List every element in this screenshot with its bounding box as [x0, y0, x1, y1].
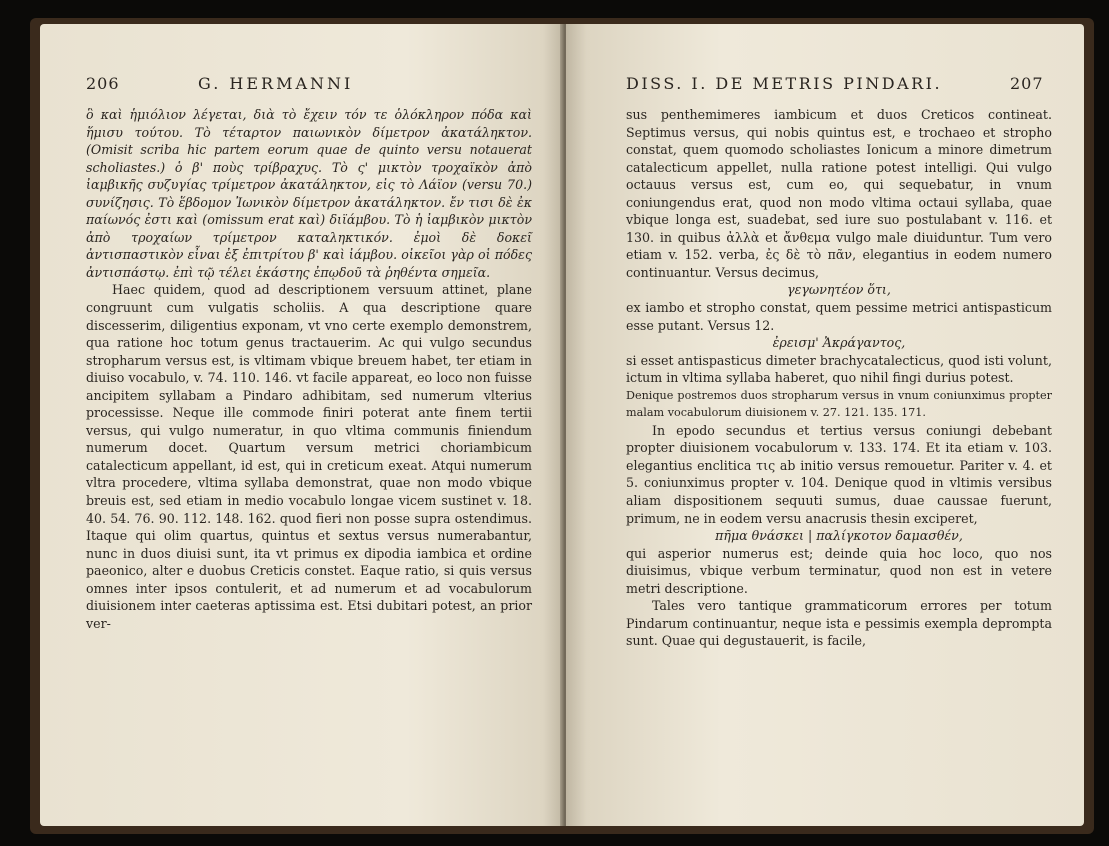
- latin-paragraph: Haec quidem, quod ad descriptionem versuum attinet, plane congruunt cum vulgatis scholiis. A qua descriptione quare discesserim, diligentius exponam, vt vno certe exemplo demonstrem, qua ratione hoc totum genus tractauerim. Ac qui vulgo secundus stropharum versus est, is vltimam vbique breuem habet, ter etiam in diuiso vocabulo, v. 74. 110. 146. vt facile appareat, eo loco non fuisse ancipitem syllabam a Pindaro adhibitam, sed numerum vlterius processisse. Neque ille commode finiri poterat ante finem tertii versus, qui vulgo numeratur, in quo vltima communis finiendum numerum docet. Quartum versum metrici choriambicum catalecticum appellant, id est, qui in creticum exeat. Atqui numerum vltra procedere, vltima syllaba demonstrat, quae non modo vbique breuis est, sed etiam in medio vocabulo longae vicem sustinet v. 18. 40. 54. 76. 90. 112. 148. 162. quod fieri non posse supra ostendimus. Itaque qui olim quartus, quintus et sextus versus numerabantur, nunc in duos diuisi sunt, ita vt primus ex dipodia iambica et ordine paeonico, alter e duobus Creticis constet. Eaque ratio, si quis versus omnes inter ipsos contulerit, et ad numerum et ad vocabulorum diuisionem inter caeteras aptissima est. Etsi dubitari potest, an prior ver-: [86, 282, 532, 631]
- paragraph-2: ex iambo et stropho constat, quem pessime metrici antispasticum esse putant. Versus 12.: [626, 300, 1052, 333]
- paragraph-6: Tales vero tantique grammaticorum errores per totum Pindarum continuantur, neque ista e pessimis exempla deprompta sunt. Quae qui degustauerit, is facile,: [626, 598, 1052, 649]
- page-number-right: 207: [1010, 74, 1044, 93]
- running-head-right: DISS. I. DE METRIS PINDARI.: [626, 74, 943, 93]
- paragraph-3b: Denique postremos duos stropharum versus in vnum coniunximus propter malam vocabulorum diuisionem v. 27. 121. 135. 171.: [626, 388, 1052, 420]
- left-page: [40, 24, 564, 826]
- paragraph-1: sus penthemimeres iambicum et duos Creticos contineat. Septimus versus, qui nobis quintus est, e trochaeo et stropho constat, quem quomodo scholiastes Ionicum a minore dimetrum catalecticum appellet, nulla ratione potest intelligi. Qui vulgo octauus versus est, cum eo, qui sequebatur, in vnum coniungendus erat, quod non modo vltima octaui syllaba, quae vbique longa est, suadebat, sed iure suo postulabant v. 116. et 130. in quibus ἀλλὰ et ἄνθεμα vulgo male diuiduntur. Tum vero etiam v. 152. verba, ἐς δὲ τὸ πᾶν, elegantius in eodem numero continuantur. Versus decimus,: [626, 107, 1052, 280]
- paragraph-4: In epodo secundus et tertius versus coniungi debebant propter diuisionem vocabulorum v. 133. 174. Et ita etiam v. 103. elegantius enclitica τις ab initio versus remouetur. Pariter v. 4. et 5. coniunximus propter v. 104. Denique quod in vltimis versibus aliam dispositionem sequuti sumus, duae caussae fuerunt, primum, ne in eodem versu anacrusis thesin exciperet,: [626, 422, 1052, 526]
- greek-quote-2: ἐρεισμ' Ἀκράγαντος,: [772, 335, 906, 351]
- page-number-left: 206: [86, 74, 120, 93]
- right-text: [626, 106, 1052, 650]
- greek-quote-3: πῆμα θνάσκει | παλίγκοτον δαμασθέν,: [715, 528, 963, 544]
- running-head-left: G. HERMANNI: [198, 74, 354, 93]
- left-text: [86, 106, 532, 632]
- open-book: [30, 18, 1094, 834]
- paragraph-5: qui asperior numerus est; deinde quia hoc loco, quo nos diuisimus, vbique verbum terminatur, quod non est in vetere metri descriptione.: [626, 545, 1052, 596]
- greek-scholia-passage: ὃ καὶ ἡμιόλιον λέγεται, διὰ τὸ ἔχειν τόν τε ὁλόκληρον πόδα καὶ ἥμισυ τούτου. Τὸ τέταρτον παιωνικὸν δίμετρον ἀκατάληκτον. (Omisit scriba hic partem eorum quae de quinto versu notauerat scholiastes.) ὁ β' ποὺς τρίβραχυς. Τὸ ς' μικτὸν τροχαϊκὸν ἀπὸ ἰαμβικῆς συζυγίας τρίμετρον ἀκατάληκτον, εἰς τὸ Λάϊον (versu 70.) συνίζησις. Τὸ ἕβδομον Ἰωνικὸν δίμετρον ἀκατάληκτον. ἔν τισι δὲ ἐκ παίωνός ἐστι καὶ (omissum erat καὶ) διϊάμβου. Τὸ ἡ ἰαμβικὸν μικτὸν ἀπὸ τροχαίων τρίμετρον καταληκτικόν. ἐμοὶ δὲ δοκεῖ ἀντισπαστικὸν εἶναι ἐξ ἐπιτρίτου β' καὶ ἰάμβου. οἰκεῖοι γὰρ οἱ πόδες ἀντισπάστῳ. ἐπὶ τῷ τέλει ἑκάστης ἐπῳδοῦ τὰ ῥηθέντα σημεῖα.: [86, 107, 532, 280]
- greek-quote-1: γεγωνητέον ὅτι,: [787, 282, 891, 298]
- paragraph-3: si esset antispasticus dimeter brachycatalecticus, quod isti volunt, ictum in vltima syllaba haberet, quo nihil fingi durius potest.: [626, 352, 1052, 386]
- right-page: [566, 24, 1084, 826]
